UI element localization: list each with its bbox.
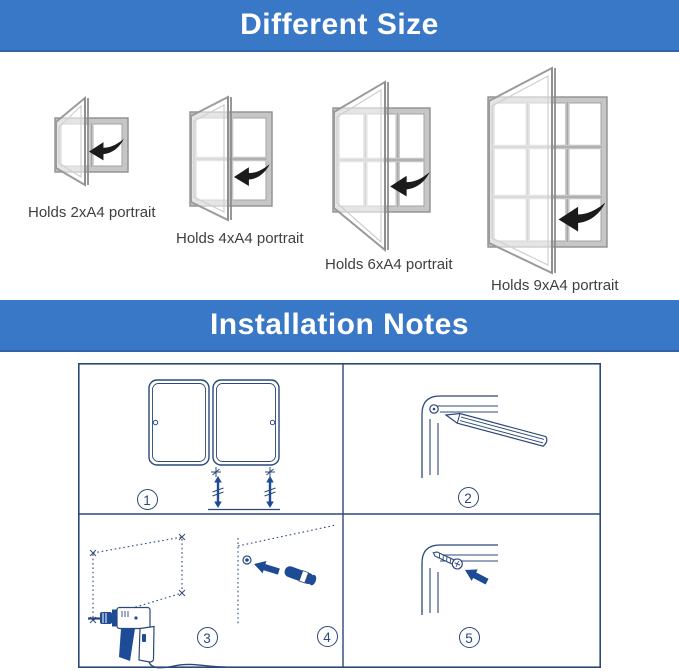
wall-plug-diagram (238, 525, 336, 624)
lock-icon (270, 420, 274, 424)
installation-notes-title: Installation Notes (209, 308, 470, 341)
boards-alignment-diagram (149, 380, 280, 510)
alignment-mark (211, 467, 221, 477)
step-number-1: 1 (137, 489, 158, 510)
display-case-4 (488, 68, 607, 273)
spacing-arrow (213, 476, 224, 508)
insert-arrow-icon (252, 558, 281, 578)
installation-notes-banner (0, 300, 679, 352)
corner-marking-diagram (422, 396, 498, 478)
display-case-1 (55, 98, 128, 185)
pencil-icon (446, 414, 547, 447)
anchor-icon (283, 565, 317, 587)
screw-icon (431, 548, 464, 570)
step-number-5: 5 (459, 627, 480, 648)
size-label-4xa4: Holds 4xA4 portrait (176, 230, 304, 247)
size-label-2xa4: Holds 2xA4 portrait (28, 204, 156, 221)
step-number-3: 3 (197, 627, 218, 648)
size-label-6xa4: Holds 6xA4 portrait (325, 256, 453, 273)
installation-diagram (78, 363, 601, 668)
spacing-arrow (265, 476, 276, 508)
alignment-mark (265, 467, 275, 477)
step-number-2: 2 (458, 487, 479, 508)
step-number-4: 4 (317, 626, 338, 647)
lock-icon (153, 420, 157, 424)
different-size-banner (0, 0, 679, 52)
open-door (334, 82, 385, 250)
open-door (191, 97, 228, 220)
diagram-grid (78, 363, 601, 668)
installation-diagram-art (78, 363, 601, 668)
different-size-title: Different Size (240, 8, 439, 41)
display-case-2 (190, 97, 272, 220)
open-door (489, 68, 552, 273)
screw-arrow-icon (462, 564, 490, 587)
size-label-9xa4: Holds 9xA4 portrait (491, 277, 619, 294)
display-case-3 (333, 82, 430, 250)
